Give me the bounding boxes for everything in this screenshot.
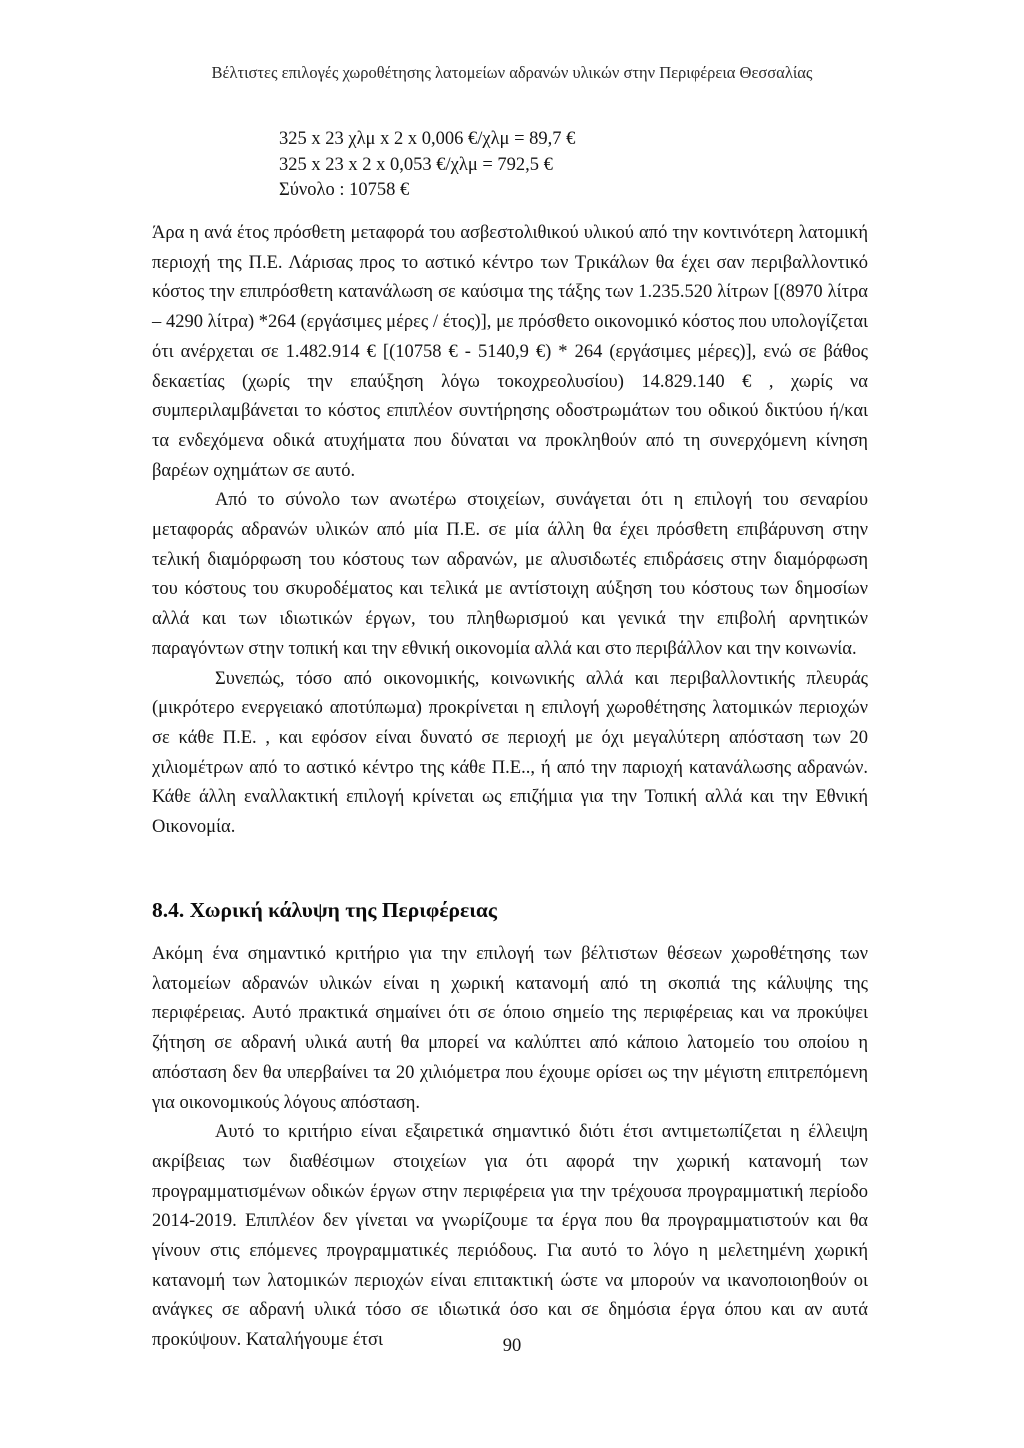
calculation-block bbox=[279, 127, 575, 204]
paragraph-conclusion: Από το σύνολο των ανωτέρω στοιχείων, συνάγεται ότι η επιλογή του σεναρίου μεταφοράς αδρανών υλικών από μία Π.Ε. σε μία άλλη θα έχει πρόσθετη επιβάρυνση στην τελική διαμόρφωση του κόστους των αδρανών, με αλυσιδωτές επιδράσεις στην διαμόρφωση του κόστους του σκυροδέματος και τελικά με αντίστοιχη αύξηση του κόστους των δημοσίων αλλά και των ιδιωτικών έργων, του πληθωρισμού και γενικά την επιβολή αρνητικών παραγόντων στην τοπική και την εθνική οικονομία αλλά και στο περιβάλλον και την κοινωνία. bbox=[152, 490, 868, 659]
calculation-total: Σύνολο : 10758 € bbox=[279, 180, 410, 200]
calculation-line: 325 x 23 x 2 x 0,053 €/χλμ = 792,5 € bbox=[279, 154, 553, 175]
paragraph-spatial-criterion: Ακόμη ένα σημαντικό κριτήριο για την επιλογή των βέλτιστων θέσεων χωροθέτησης των λατομείων αδρανών υλικών είναι η χωρική κατανομή από τη σκοπιά της κάλυψης της περιφέρειας. Αυτό πρακτικά σημαίνει ότι σε όποιο σημείο της περιφέρειας και να προκύψει ζήτηση σε αδρανή υλικά αυτή θα μπορεί να καλύπτει από κάποιο λατομείο του οποίου η απόσταση δεν θα υπερβαίνει τα 20 χιλιόμετρα που έχουμε ορίσει ως την μέγιστη επιτρεπόμενη για οικονομικούς λόγους απόσταση. bbox=[152, 944, 868, 1113]
section-heading: 8.4. Χωρική κάλυψη της Περιφέρειας bbox=[152, 898, 497, 922]
page-number: 90 bbox=[502, 1336, 522, 1356]
paragraph-recommendation: Συνεπώς, τόσο από οικονομικής, κοινωνικής αλλά και περιβαλλοντικής πλευράς (μικρότερο ενεργειακό αποτύπωμα) προκρίνεται η επιλογή χωροθέτησης λατομικών περιοχών σε κάθε Π.Ε. , και εφόσον είναι δυνατό σε περιοχή με όχι μεγαλύτερη απόσταση των 20 χιλιομέτρων από το αστικό κέντρο της κάθε Π.Ε.., ή από την παριοχή κατανάλωσης αδρανών. Κάθε άλλη εναλλακτική επιλογή κρίνεται ως επιζήμια για την Τοπική αλλά και την Εθνική Οικονομία. bbox=[152, 668, 868, 838]
body-text bbox=[152, 219, 868, 843]
running-header: Βέλτιστες επιλογές χωροθέτησης λατομείων αδρανών υλικών στην Περιφέρεια Θεσσαλίας bbox=[211, 63, 813, 82]
section-body bbox=[152, 940, 868, 1356]
calculation-line: 325 x 23 χλμ x 2 x 0,006 €/χλμ = 89,7 € bbox=[279, 129, 576, 149]
paragraph-criterion-importance: Αυτό το κριτήριο είναι εξαιρετικά σημαντικό διότι έτσι αντιμετωπίζεται η έλλειψη ακρίβειας των διαθέσιμων στοιχείων για ότι αφορά την χωρική κατανομή των προγραμματισμένων οδικών έργων στην περιφέρεια για την τρέχουσα προγραμματική περίοδο 2014-2019. Επιπλέον δεν γίνεται να γνωρίζουμε τα έργα που θα προγραμματιστούν και θα γίνουν στις επόμενες προγραμματικές περιόδους. Για αυτό το λόγο η μελετημένη χωρική κατανομή των λατομικών περιοχών είναι επιτακτική ώστε να μπορούν να ικανοποιοηθούν οι ανάγκες σε αδρανή υλικά τόσο σε ιδιωτικά όσο και σε δημόσια έργα όπου και αν αυτά προκύψουν. Καταλήγουμε έτσι bbox=[152, 1122, 868, 1351]
paragraph-cost-analysis: Άρα η ανά έτος πρόσθετη μεταφορά του ασβεστολιθικού υλικού από την κοντινότερη λατομική περιοχή της Π.Ε. Λάρισας προς το αστικό κέντρο των Τρικάλων θα έχει σαν περιβαλλοντικό κόστος την επιπρόσθετη κατανάλωση σε καύσιμα της τάξης των 1.235.520 λίτρων [(8970 λίτρα – 4290 λίτρα) *264 (εργάσιμες μέρες / έτος)], με πρόσθετο οικονομικό κόστος που υπολογίζεται ότι ανέρχεται σε 1.482.914 € [(10758 € - 5140,9 €) * 264 (εργάσιμες μέρες)], ενώ σε βάθος δεκαετίας (χωρίς την επαύξηση λόγω τοκοχρεολυσίου) 14.829.140 € , χωρίς να συμπεριλαμβάνεται το κόστος επιπλέον συντήρησης οδοστρωμάτων του οδικού δικτύου ή/και τα ενδεχόμενα οδικά ατυχήματα που δύναται να προκληθούν από τη συνερχόμενη κίνηση βαρέων οχημάτων σε αυτό. bbox=[152, 223, 868, 481]
